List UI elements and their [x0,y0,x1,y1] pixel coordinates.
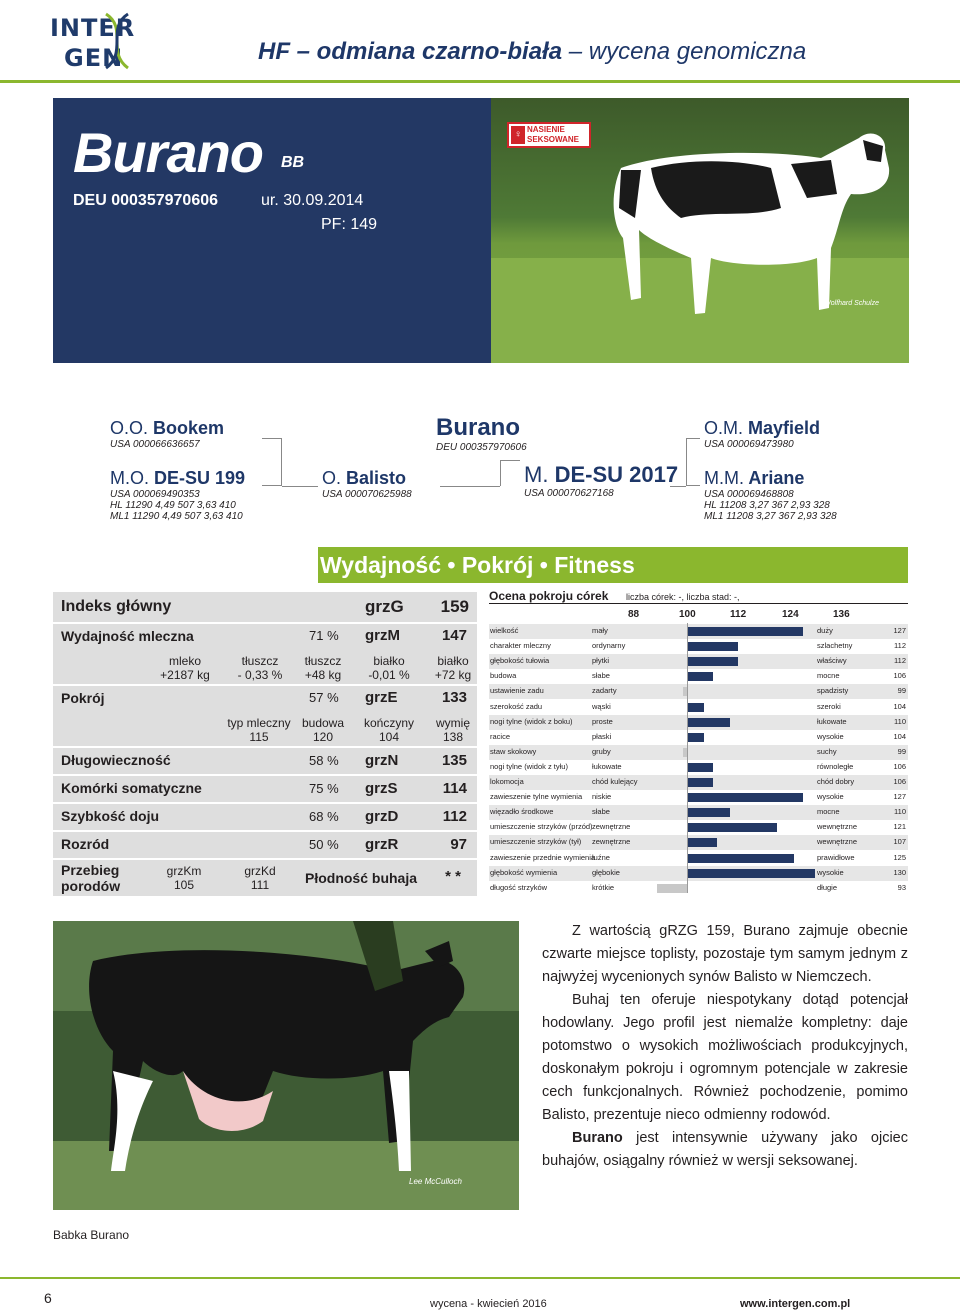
trait-name: zawieszenie tylne wymienia [490,792,583,802]
trait-low-label: ordynarny [592,641,626,651]
trait-bar [687,823,777,832]
index-calving-row: Przebieg porodów grzKm 105 grzKd 111 Płodność buhaja * * [53,860,477,896]
trait-high-label: wysokie [817,867,844,877]
photo-credit-2: Lee McCulloch [409,1177,462,1186]
linear-trait-row [489,654,908,669]
trait-value: 110 [894,807,906,817]
trait-name: umieszczenie strzyków (przód) [490,822,593,832]
calving-direct-sub: grzKd 111 [244,864,276,892]
trait-high-label: prawidłowe [817,852,855,862]
dairy-form-sub: typ mleczny 115 [227,716,291,744]
linear-trait-row [489,760,908,775]
trait-name: lokomocja [490,777,524,786]
bull-birthdate: ur. 30.09.2014 [261,192,364,209]
trait-low-label: płaski [592,731,612,741]
linear-trait-row [489,881,908,896]
section-title: Wydajność • Pokrój • Fitness [318,547,908,583]
trait-high-label: suchy [817,746,837,756]
linear-chart-info: liczba córek: -, liczba stad: -, [626,592,740,602]
trait-low-label: zewnętrzne [592,837,631,847]
hero-banner [53,98,909,363]
linear-trait-row [489,700,908,715]
pedigree-bracket-left [262,438,282,486]
calving-maternal-sub: grzKm 105 [166,864,202,892]
header-divider [0,80,960,83]
linear-chart-tick: 100 [679,609,696,620]
granddam-photo [53,921,519,1210]
trait-bar [687,869,815,878]
trait-name: długość strzyków [490,882,548,892]
trait-high-label: chód dobry [817,777,855,786]
trait-high-label: szlachetny [817,641,853,651]
trait-low-label: słabe [592,807,610,817]
trait-high-label: równoległe [817,761,854,771]
trait-bar [687,627,803,636]
trait-bar [687,657,738,666]
protein-sub-kg: białko +72 kg [434,654,472,682]
fat-sub-pct: tłuszcz - 0,33 % [237,654,283,682]
photo-credit: Wolfhard Schulze [824,300,879,307]
trait-name: staw skokowy [490,746,537,756]
index-reproduction-row: Rozród 50 % grzR 97 [53,832,477,858]
linear-trait-row [489,805,908,820]
trait-value: 121 [893,822,906,832]
footer-divider [0,1277,960,1279]
bull-id: DEU 000357970606 [73,192,219,209]
photo-caption: Babka Burano [53,1228,130,1242]
linear-trait-row [489,835,908,850]
trait-low-label: łukowate [592,761,622,771]
milk-sub-kg: mleko +2187 kg [160,654,210,682]
trait-low-label: luźne [592,852,610,862]
trait-low-label: płytki [592,656,610,666]
trait-name: więzadło środkowe [490,807,554,817]
trait-bar [687,808,730,817]
bull-name: Burano [73,121,263,184]
trait-bar [687,718,730,727]
trait-bar [657,884,687,893]
pedigree-bracket-right [686,438,700,486]
sexed-semen-badge: ♀ NASIENIE SEKSOWANE [507,122,591,148]
trait-name: umieszczenie strzyków (tył) [490,837,582,847]
index-type-row: Pokrój 57 % grzE 133 typ mleczny 115 budowa 120 kończyny 104 wymię 138 [53,686,477,746]
female-symbol-icon: ♀ [511,126,525,144]
edition-label: wycena - kwiecień 2016 [430,1298,547,1310]
trait-name: wielkość [490,626,519,635]
trait-high-label: mocne [817,671,840,681]
linear-trait-row [489,624,908,639]
trait-name: racice [490,731,511,741]
linear-chart-tick: 124 [782,609,799,620]
trait-value: 99 [897,686,906,696]
linear-trait-row [489,715,908,730]
trait-high-label: wysokie [817,731,844,741]
trait-low-label: chód kulejący [592,777,638,786]
trait-high-label: wysokie [817,792,844,802]
trait-high-label: szeroki [817,701,841,711]
trait-high-label: właściwy [817,656,847,666]
trait-value: 107 [893,837,906,847]
trait-value: 127 [893,626,906,635]
intergen-logo: INTER GEN [50,14,136,72]
pedigree-om: O.M. Mayfield USA 000069473980 [704,418,821,450]
trait-low-label: mały [592,626,608,635]
trait-high-label: wewnętrzne [817,837,858,847]
trait-high-label: wewnętrzne [817,822,858,832]
bull-suffix: BB [281,154,305,171]
linear-chart-tick: 112 [730,609,747,620]
page-number: 6 [44,1290,52,1306]
trait-value: 106 [893,671,906,681]
linear-trait-row [489,730,908,745]
trait-value: 104 [893,731,906,741]
trait-name: głębokość wymienia [490,867,558,877]
trait-bar [687,763,713,772]
frame-sub: budowa 120 [301,716,345,744]
trait-bar [687,838,717,847]
trait-high-label: spadzisty [817,686,849,696]
description-text: Z wartością gRZG 159, Burano zajmuje obecnie czwarte miejsce toplisty, pozostaje tym samym jednym z najwyżej wycenionych synów Balisto w Niemczech. Buhaj ten oferuje niespotykany dotąd potencjał hodowlany. Jego profil jest niemalże kompletny: daje potomstwo o wysokich możliwościach produkcyjnych, doskonałym pokroju i ogromnym potencjale w zakresie cech funkcjonalnych. Również pochodzenie, pomimo Balisto, prezentuje nieco odmienny rodowód. Burano jest intensywnie używany jako ojciec buhajów, osiągalny również w wersji seksowanej. [542,923,908,1169]
trait-value: 112 [894,656,906,666]
index-milking-speed-row: Szybkość doju 68 % grzD 112 [53,804,477,830]
trait-name: zawieszenie przednie wymienia [490,852,596,862]
linear-chart-title: Ocena pokroju córek [489,589,609,603]
trait-name: budowa [490,671,517,681]
trait-name: szerokość zadu [490,701,543,711]
trait-high-label: mocne [817,807,840,817]
linear-trait-row [489,775,908,790]
trait-bar [687,703,704,712]
linear-trait-row [489,669,908,684]
trait-value: 125 [893,852,906,862]
linear-chart-axis-100 [687,623,688,893]
trait-bar [687,778,713,787]
linear-chart-tick: 88 [628,609,640,620]
trait-low-label: wąski [592,701,611,711]
trait-bar [687,854,794,863]
index-main-row: Indeks główny grzG 159 [53,592,477,622]
dna-helix-icon [102,12,132,70]
trait-value: 99 [897,746,906,756]
pedigree-sire: O. Balisto USA 000070625988 [322,468,412,500]
trait-bar [687,733,704,742]
pedigree-dam: M. DE-SU 2017 USA 000070627168 [524,462,679,499]
trait-value: 112 [894,641,906,651]
trait-high-label: duży [817,626,833,635]
trait-bar [687,672,713,681]
linear-trait-row [489,851,908,866]
linear-trait-row [489,684,908,699]
website-link[interactable]: www.intergen.com.pl [740,1298,851,1310]
trait-name: charakter mleczny [490,641,551,651]
linear-trait-row [489,745,908,760]
trait-high-label: łukowate [817,716,847,726]
linear-chart-tick: 136 [833,609,850,620]
trait-low-label: krótkie [592,882,615,892]
trait-low-label: gruby [592,746,611,756]
header-title: HF – odmiana czarno-biała – wycena genomiczna [258,38,807,65]
bull-pf: PF: 149 [321,216,378,233]
trait-low-label: głębokie [592,867,620,877]
index-longevity-row: Długowieczność 58 % grzN 135 [53,748,477,774]
trait-name: ustawienie zadu [490,686,544,696]
trait-value: 127 [893,792,906,802]
trait-value: 110 [894,716,906,726]
fat-sub-kg: tłuszcz +48 kg [304,654,342,682]
protein-sub-pct: białko -0,01 % [368,654,410,682]
feet-legs-sub: kończyny 104 [363,716,415,744]
trait-value: 104 [893,701,906,711]
trait-name: nogi tylne (widok z boku) [490,716,573,726]
index-scc-row: Komórki somatyczne 75 % grzS 114 [53,776,477,802]
index-milk-row: Wydajność mleczna 71 % grzM 147 mleko +2187 kg tłuszcz - 0,33 % tłuszcz +48 kg białko -0,01 % białko +72 kg [53,624,477,684]
trait-low-label: proste [592,716,613,726]
trait-high-label: długie [817,882,838,892]
linear-trait-row [489,790,908,805]
trait-bar [687,642,738,651]
trait-low-label: zewnętrzne [592,822,631,832]
trait-low-label: zadarty [592,686,617,696]
trait-value: 130 [893,867,906,877]
trait-value: 106 [893,761,906,771]
linear-trait-row [489,639,908,654]
pedigree-mm: M.M. Ariane USA 000069468808 HL 11208 3,27 367 2,93 328 ML1 11208 3,27 367 2,93 328 [704,468,837,522]
pedigree-self: Burano DEU 000357970606 [436,414,527,453]
linear-trait-row [489,866,908,881]
trait-value: 93 [897,882,906,892]
trait-value: 106 [893,777,906,786]
trait-bar [687,793,803,802]
pedigree-mo: M.O. DE-SU 199 USA 000069490353 HL 11290 4,49 507 3,63 410 ML1 11290 4,49 507 3,63 410 [110,468,246,522]
trait-name: głębokość tułowia [490,656,550,666]
udder-sub: wymię 138 [435,716,470,744]
linear-trait-row [489,820,908,835]
trait-low-label: słabe [592,671,610,681]
trait-name: nogi tylne (widok z tyłu) [490,761,568,771]
trait-low-label: niskie [592,792,612,802]
pedigree-oo: O.O. Bookem USA 000066636657 [110,418,225,450]
